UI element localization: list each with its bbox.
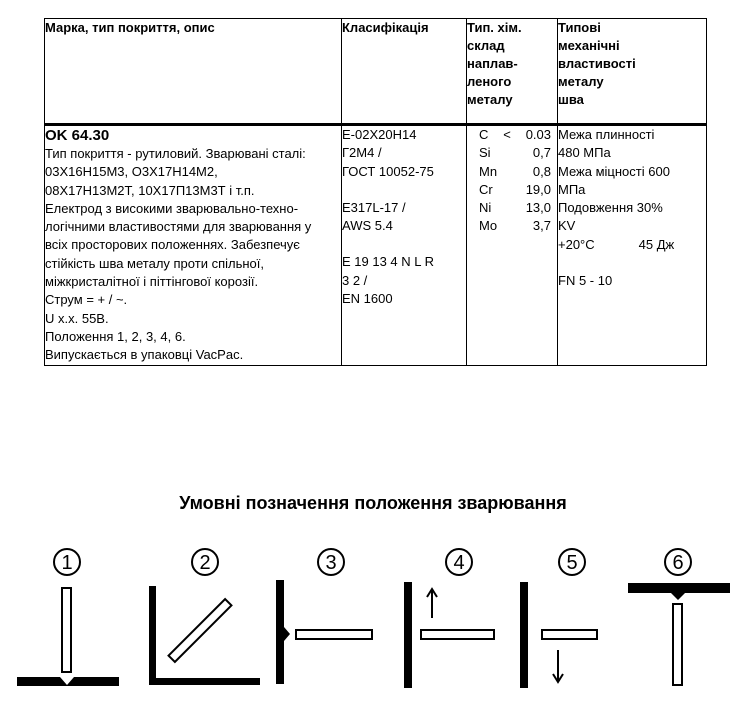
- kv-value: 45 Дж: [638, 236, 675, 252]
- classification-line: E 19 13 4 N L R: [342, 254, 435, 270]
- position-3-electrode: [296, 630, 372, 639]
- position-1-electrode: [62, 588, 71, 672]
- mechanical-property-line: Межа міцності 600: [558, 163, 670, 179]
- position-3-plate: [276, 580, 290, 684]
- chem-element: Si: [479, 145, 491, 161]
- chem-element: Ni: [479, 200, 492, 216]
- description-line: міжкристалітної і піттінгової корозії.: [45, 274, 259, 290]
- description-line: всіх просторових положеннях. Забезпечує: [45, 237, 300, 253]
- description-text: [45, 145, 341, 365]
- position-3-figure: [276, 549, 372, 684]
- position-5-number: 5: [566, 552, 578, 574]
- position-6-electrode: [673, 604, 682, 685]
- chem-row: [467, 199, 557, 217]
- description-line: U х.х. 55В.: [45, 310, 109, 326]
- description-line: 03Х16Н15М3, О3Х17Н14М2,: [45, 164, 218, 180]
- position-2-wall: [149, 586, 156, 685]
- classification-cell: [342, 125, 467, 366]
- position-2-number: 2: [199, 552, 211, 574]
- classification-spacer: [342, 235, 466, 253]
- chem-value: 0.03: [525, 127, 551, 142]
- mechanical-property-line: KV: [558, 218, 576, 234]
- chem-operator: [503, 199, 525, 217]
- description-line: 08Х17Н13М2Т, 10Х17П13М3Т і т.п.: [45, 182, 255, 198]
- ferrite-number: FN 5 - 10: [558, 273, 613, 289]
- product-grade: OK 64.30: [45, 127, 110, 144]
- mechanical-property-line: Подовження 30%: [558, 200, 663, 216]
- position-2-electrode: [169, 599, 232, 662]
- chem-value: 0,8: [532, 163, 551, 179]
- classification-line: AWS 5.4: [342, 218, 393, 234]
- position-2-figure: [149, 549, 260, 685]
- description-cell: [45, 125, 342, 366]
- position-4-number: 4: [453, 552, 465, 574]
- chem-element: Mn: [479, 163, 498, 179]
- position-1-figure: [17, 549, 119, 686]
- chem-operator: <: [503, 127, 511, 142]
- position-6-number: 6: [672, 552, 684, 574]
- chem-row: [467, 217, 557, 235]
- position-5-plate: [520, 582, 528, 688]
- chem-operator: [503, 181, 525, 199]
- classification-line: EN 1600: [342, 291, 393, 307]
- header-chemical-composition: Тип. хім. склад наплав- леного металу: [467, 19, 558, 125]
- description-line: логічними властивостями для зварювання у: [45, 219, 312, 235]
- chem-value: 0,7: [532, 145, 551, 161]
- chem-row: [467, 163, 557, 181]
- mechanical-property-line: Межа плинності: [558, 127, 655, 142]
- position-1-plate: [17, 677, 119, 686]
- mechanical-property-line: МПа: [558, 181, 586, 197]
- chem-value: 3,7: [532, 218, 551, 234]
- chem-row: [467, 126, 557, 144]
- chem-element: Mo: [479, 218, 498, 234]
- classification-line: Г2М4 /: [342, 145, 382, 161]
- position-6-figure: [628, 549, 730, 685]
- position-4-figure: [404, 549, 494, 688]
- classification-spacer: [342, 181, 466, 199]
- header-row: [45, 19, 707, 125]
- chem-value: 19,0: [525, 181, 551, 197]
- chem-element: C: [479, 127, 489, 142]
- chem-operator: [507, 144, 533, 162]
- classification-line: E317L-17 /: [342, 199, 406, 215]
- position-4-electrode: [421, 630, 494, 639]
- mechanical-properties-cell: [558, 125, 707, 366]
- position-5-figure: [520, 549, 597, 688]
- kv-row: [558, 236, 706, 254]
- position-3-number: 3: [325, 552, 337, 574]
- position-4-plate: [404, 582, 412, 688]
- description-line: Тип покриття - рутиловий. Зварювані сталі:: [45, 146, 306, 161]
- position-6-plate: [628, 583, 730, 600]
- mechanical-property-line: 480 МПа: [558, 145, 611, 161]
- classification-line: 3 2 /: [342, 272, 368, 288]
- chemical-composition-cell: [467, 125, 558, 366]
- position-1-number: 1: [61, 552, 73, 574]
- kv-temperature: +20°С: [558, 236, 595, 252]
- description-line: Електрод з високими зварювально-техно-: [45, 200, 299, 216]
- specification-table: [44, 18, 707, 366]
- position-2-floor: [149, 678, 260, 685]
- header-mechanical-properties: Типові механічні властивості металу шва: [558, 19, 707, 125]
- legend-title: Умовні позначення положення зварювання: [179, 493, 567, 513]
- description-line: Випускається в упаковці VacPac.: [45, 347, 244, 363]
- header-classification: Класифікація: [342, 19, 467, 125]
- chem-operator: [507, 163, 533, 181]
- classification-line: ГОСТ 10052-75: [342, 163, 434, 179]
- position-5-electrode: [542, 630, 597, 639]
- description-line: стійкість шва металу проти спільної,: [45, 255, 264, 271]
- header-description: Марка, тип покриття, опис: [45, 19, 342, 125]
- classification-line: Е-02Х20Н14: [342, 127, 417, 142]
- chem-element: Cr: [479, 181, 493, 197]
- welding-positions-legend: [0, 530, 746, 704]
- description-line: Струм = + / ~.: [45, 292, 128, 308]
- product-row: [45, 125, 707, 366]
- chem-value: 13,0: [525, 200, 551, 216]
- chem-row: [467, 144, 557, 162]
- chem-row: [467, 181, 557, 199]
- description-line: Положення 1, 2, 3, 4, 6.: [45, 328, 186, 344]
- chem-operator: [507, 217, 533, 235]
